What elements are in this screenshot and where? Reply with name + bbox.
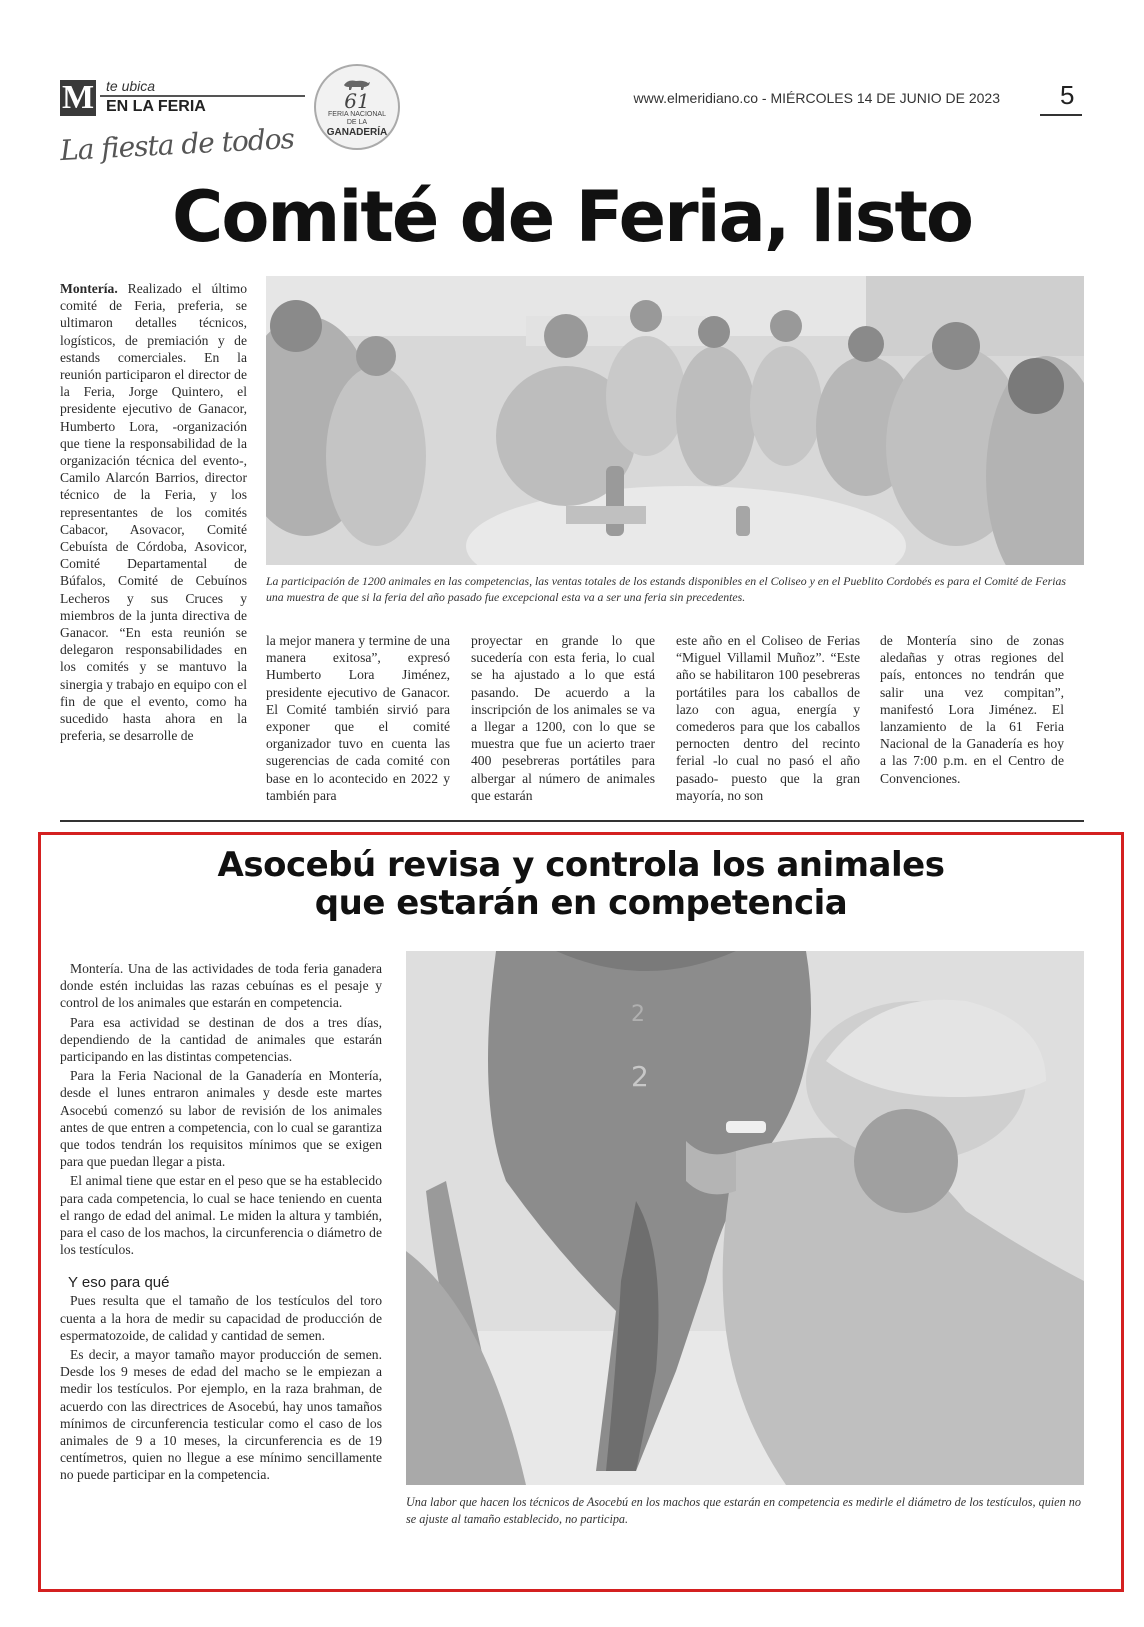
article1-column-5: de Montería sino de zonas aledañas y otras regiones del país, entonces no tendrán que salir una vez compitan”, manifestó Lora Jiménez. El lanzamiento de la 61 Feria Nacional de la Ganadería es hoy a las 7:00 p.m. en el Centro de Convenciones. [880,633,1064,786]
meeting-photo-illustration [266,276,1084,565]
section-slogan: La fiesta de todos [59,121,295,168]
article2-paragraph: Montería. Una de las actividades de toda feria ganadera donde estén incluidas las razas cebuínas es el pesaje y control de los animales que estarán en competencia. [60,961,382,1011]
seal-line1: FERIA NACIONAL [328,110,386,118]
article2-headline [40,846,1122,922]
article1-photo-caption: La participación de 1200 animales en las competencias, las ventas totales de los estands disponibles en el Coliseo y en el Pueblito Cordobés es para el Comité de Ferias una muestra de que si la feria del año pasado fue excepcional esta va a ser una feria sin precedentes. [266,574,1067,604]
article2-paragraph: Para la Feria Nacional de la Ganadería en Montería, desde el lunes entraron animales y desde este martes Asocebú comenzó su labor de revisión de los animales antes de que entren a competencia, con lo cual se garantiza que todos tendrán los requisitos mínimos que se exigen para que puedan llegar a pista. [60,1068,382,1170]
article2-paragraph: Es decir, a mayor tamaño mayor producción de semen. Desde los 9 meses de edad del macho se le empiezan a medir los testículos. Por ejemplo, en la raza brahman, de acuerdo con las directrices de Asocebú, hay unos tamaños mínimos de circunferencia testicular como el caso de los animales de 9 a 10 meses, la circunferencia es de 19 centímetros, quien no llegue a ese mínimo sencillamente no puede participar en la competencia. [60,1347,382,1483]
seal-line3: GANADERÍA [326,126,388,138]
article1-column-4: este año en el Coliseo de Ferias “Miguel Villamil Muñoz”. “Este año se habilitaron 100 pesebreras portátiles para los caballos de lazo con agua, energía y comederos para que los caballos pernocten dentro del recinto ferial -lo cual no pasó el año pasado- puesto que la gran mayoría, no son [676,633,860,803]
seal-line2: DE LA [346,118,368,126]
feria-seal-logo [314,64,400,150]
article-separator [60,820,1084,822]
section-title: EN LA FERIA [106,98,206,115]
meeting-photo [266,276,1084,565]
cattle-photo-illustration [406,951,1084,1485]
article1-column-2: la mejor manera y termine de una manera exitosa”, expresó Humberto Lora Jiménez, presidente ejecutivo de Ganacor. El Comité también sirvió para exponer que el comité organizador tuvo en cuenta las sugerencias de cada comité con base en lo acontecido en 2022 y también para [266,633,450,803]
article2-paragraph: El animal tiene que estar en el peso que se ha establecido para cada competencia, lo cual se hace teniendo en cuenta el rango de edad del animal. Le miden la altura y también, para el caso de los machos, la circunferencia o diámetro de los testículos. [60,1173,382,1258]
newspaper-logo: M [61,79,95,116]
cattle-brand-number: 2 [631,1002,645,1027]
section-kicker: te ubica [106,78,156,94]
article2-paragraph: Pues resulta que el tamaño de los testículos del toro cuenta a la hora de medir su capacidad de producción de espermatozoide, de calidad y cantidad de semen. [60,1293,382,1343]
dateline: www.elmeridiano.co - MIÉRCOLES 14 DE JUNIO DE 2023 [633,90,1000,106]
article1-col1-text: Realizado el último comité de Feria, preferia, se ultimaron detalles técnicos, logísticos, de premiación y de estands comerciales. En la reunión participaron el director de la Feria, Jorge Quintero, el presidente ejecutivo de Ganacor, Humberto Lora, -organización que tiene la responsabilidad de la organización técnica del evento-, Camilo Alarcón Barrios, director técnico de la Feria, y los representantes de los comités Cabacor, Asovacor, Comité Cebuísta de Córdoba, Asovicor, Comité Departamental de Búfalos, Comité de Cebuínos Lecheros y sus Cruces y miembros de la junta directiva de Ganacor. “En esta reunión se delegaron responsabilidades en los comités y se mantuvo la sinergia y trabajo en equipo con el fin de que el evento, como ha sucedido hasta ahora en la preferia, se desarrolle de [60,281,247,744]
cattle-brand-number: 2 [631,1060,649,1093]
article2-photo-caption: Una labor que hacen los técnicos de Asocebú en los machos que estarán en competencia es medirle el diámetro de los testículos, quien no se ajuste al tamaño establecido, no participa. [406,1495,1081,1526]
article2-subhead: Y eso para qué [68,1274,170,1292]
article1-dateline: Montería. [60,281,118,296]
article2-body [60,960,382,1486]
seal-number: 61 [344,88,370,113]
article1-headline: Comité de Feria, listo [171,176,973,258]
article2-paragraph: Para esa actividad se destinan de dos a tres días, dependiendo de la cantidad de animales que estarán participando en las distintas competencias. [60,1014,382,1065]
article1-column-3: proyectar en grande lo que sucedería con esta feria, lo cual se ha ajustado a lo que está pasando. De acuerdo a la inscripción de los animales se va a llegar a 1200, con lo que se muestra que fue un acierto traer 400 pesebreras portátiles para albergar al número de animales que estarán [471,633,655,803]
article2-headline-line1: Asocebú revisa y controla los animales [217,845,945,885]
article1-column-1 [60,280,247,810]
page-number: 5 [1060,80,1075,110]
section-rule [100,95,305,97]
article2-headline-line2: que estarán en competencia [314,883,848,923]
cattle-inspection-photo [406,951,1084,1485]
page-number-rule [1040,114,1082,116]
